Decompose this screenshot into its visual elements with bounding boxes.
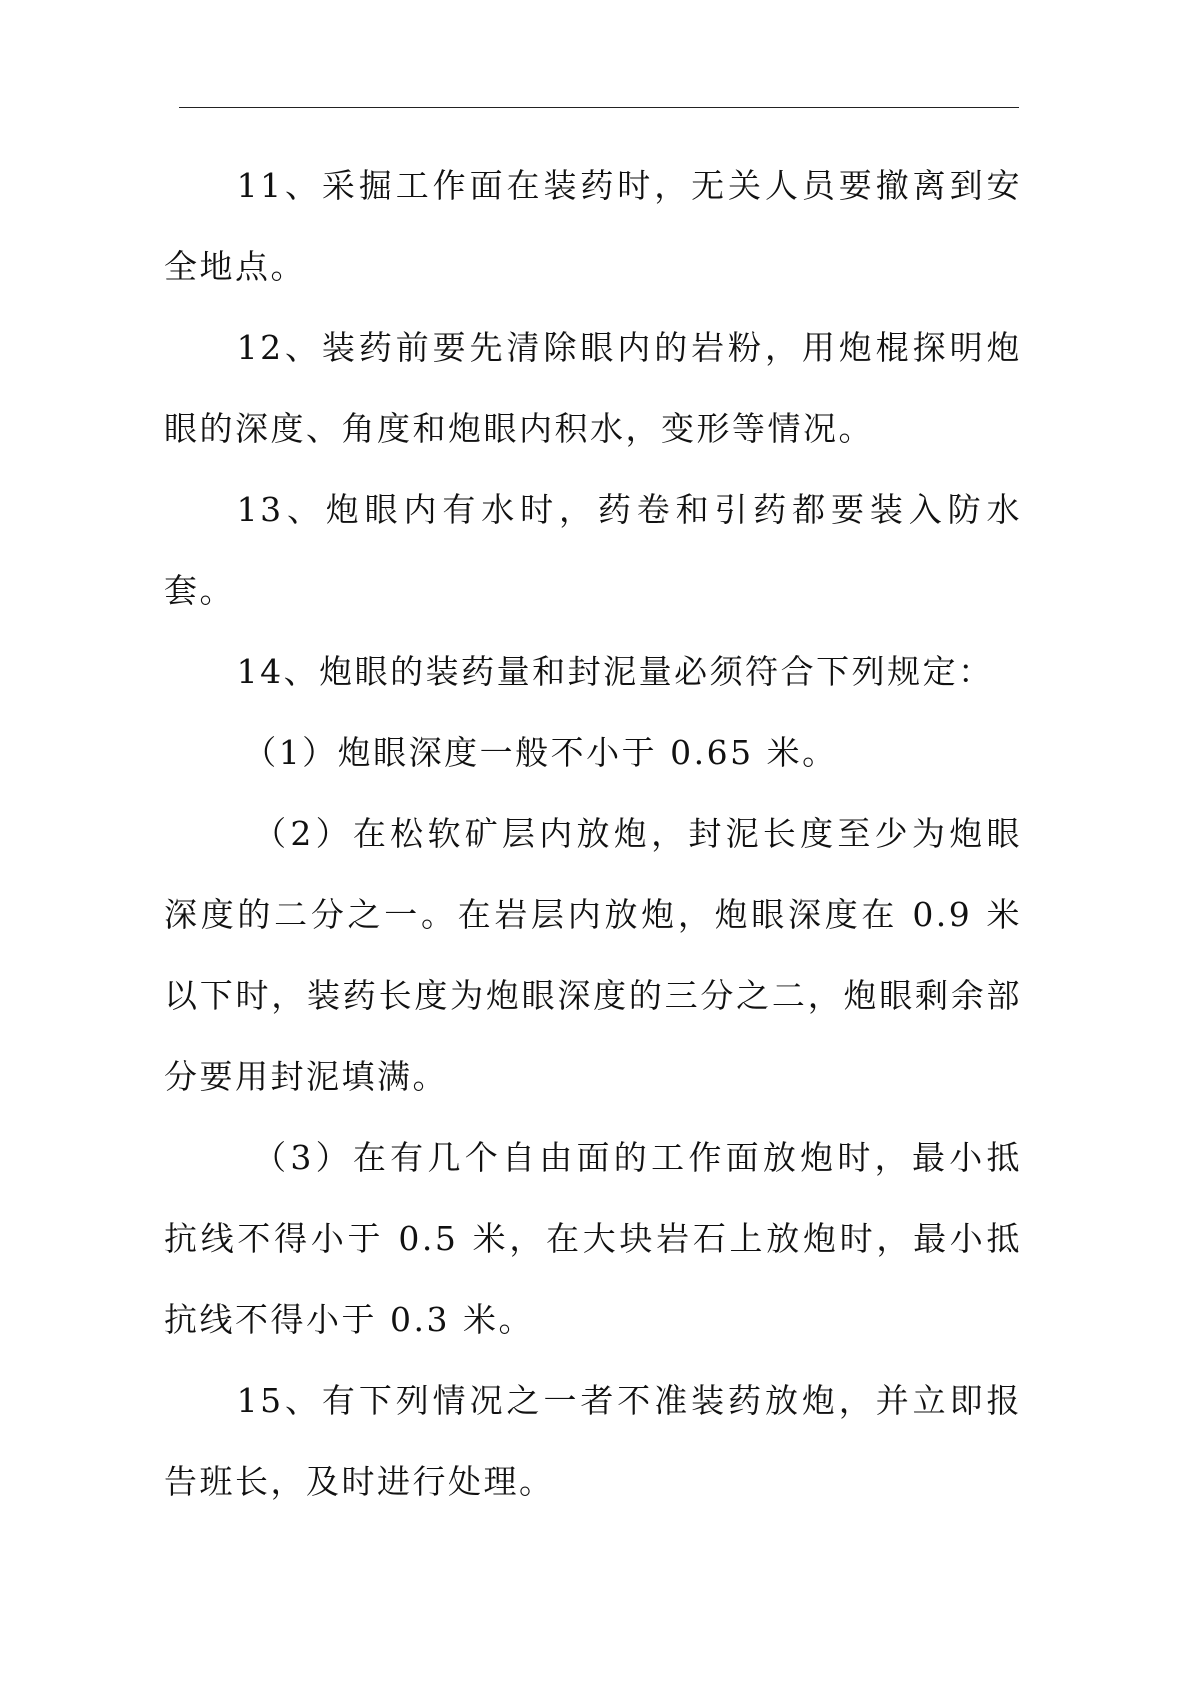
paragraph-item-14: 14、炮眼的装药量和封泥量必须符合下列规定：	[236, 652, 994, 691]
document-body	[164, 145, 1022, 1522]
paragraph-subitem-1: （1）炮眼深度一般不小于 0.65 米。	[243, 733, 838, 772]
header-rule	[179, 107, 1019, 108]
paragraph-item-11: 11、采掘工作面在装药时，无关人员要撤离到安全地点。	[164, 166, 1022, 286]
paragraph-subitem-3: （3）在有几个自由面的工作面放炮时，最小抵抗线不得小于 0.5 米，在大块岩石上放炮时，最小抵抗线不得小于 0.3 米。	[164, 1138, 1022, 1339]
paragraph-item-15: 15、有下列情况之一者不准装药放炮，并立即报告班长，及时进行处理。	[164, 1381, 1022, 1501]
paragraph-item-13: 13、炮眼内有水时，药卷和引药都要装入防水套。	[164, 490, 1022, 610]
paragraph-item-12: 12、装药前要先清除眼内的岩粉，用炮棍探明炮眼的深度、角度和炮眼内积水，变形等情况。	[164, 328, 1022, 448]
paragraph-subitem-2: （2）在松软矿层内放炮，封泥长度至少为炮眼深度的二分之一。在岩层内放炮，炮眼深度在 0.9 米以下时，装药长度为炮眼深度的三分之二，炮眼剩余部分要用封泥填满。	[164, 814, 1022, 1096]
